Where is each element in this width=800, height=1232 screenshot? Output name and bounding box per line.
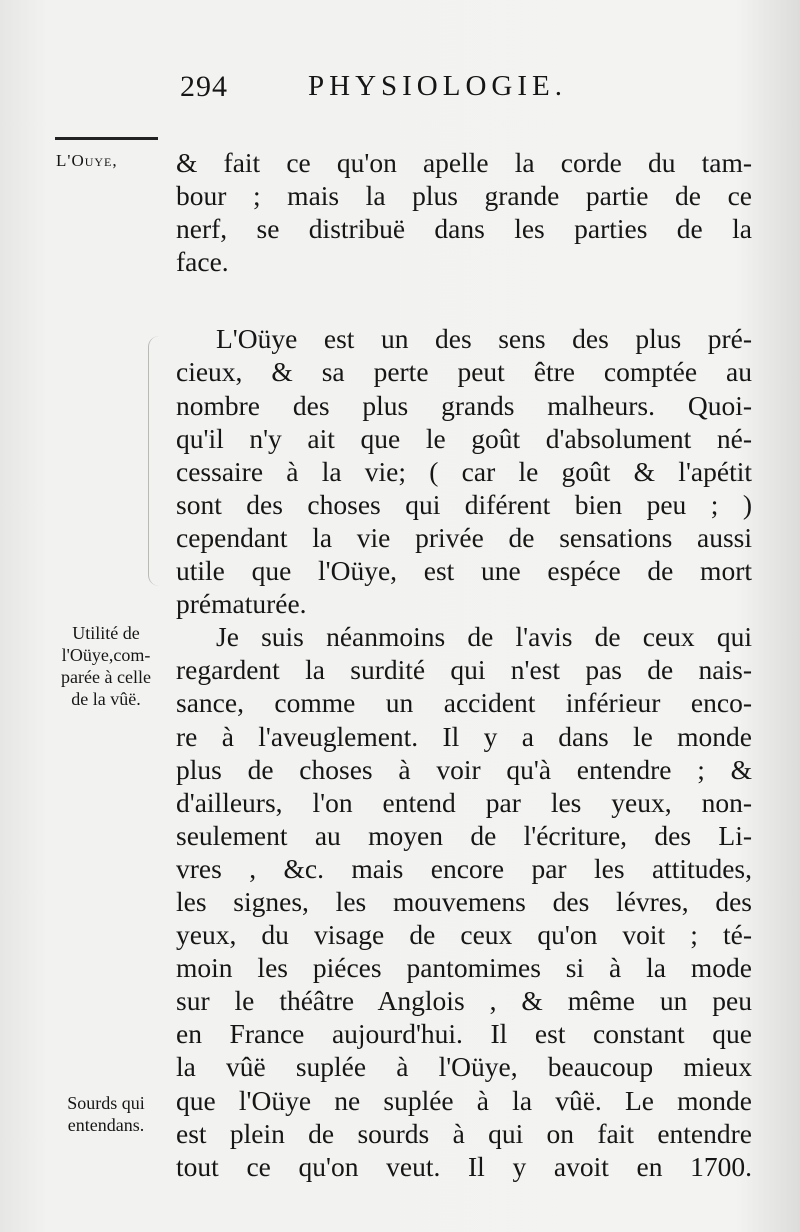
text-line: cessaire à la vie; ( car le goût & l'apétit xyxy=(176,455,752,487)
paragraph-3 xyxy=(176,620,752,1183)
text-line: cependant la vie privée de sensations aussi xyxy=(176,521,752,553)
text-line: cieux, & sa perte peut être comptée au xyxy=(176,356,752,388)
running-title: PHYSIOLOGIE. xyxy=(308,70,567,102)
margin-note-line: parée à celle xyxy=(61,667,151,687)
margin-note-sourds xyxy=(44,1092,168,1136)
text-line: L'Oüye est un des sens des plus pré- xyxy=(216,323,752,355)
text-line: sont des choses qui diférent bien peu ; ) xyxy=(176,488,752,520)
text-line: yeux, du visage de ceux qu'on voit ; té- xyxy=(176,919,752,951)
text-line: la vûë suplée à l'Oüye, beaucoup mieux xyxy=(176,1051,752,1083)
text-line: seulement au moyen de l'écriture, des Li- xyxy=(176,819,752,851)
paragraph-1 xyxy=(176,146,752,278)
text-line: nerf, se distribuë dans les parties de la xyxy=(176,213,752,245)
text-line: regardent la surdité qui n'est pas de nais- xyxy=(176,654,752,686)
text-line: & fait ce qu'on apelle la corde du tam- xyxy=(176,147,752,178)
margin-note-ouye: L'Ouye, xyxy=(56,151,118,170)
text-line: utile que l'Oüye, est une espéce de mort xyxy=(176,555,752,587)
text-line: moin les piéces pantomimes si à la mode xyxy=(176,952,752,984)
margin-note-line: Utilité de xyxy=(72,623,140,643)
text-line: est plein de sourds à qui on fait entendre xyxy=(176,1117,752,1149)
text-line: prématurée. xyxy=(176,588,307,620)
text-line: vres , &c. mais encore par les attitudes, xyxy=(176,852,752,884)
body-text xyxy=(176,146,752,1183)
page-number: 294 xyxy=(180,70,228,103)
text-line: nombre des plus grands malheurs. Quoi- xyxy=(176,389,752,421)
text-line: re à l'aveuglement. Il y a dans le monde xyxy=(176,720,752,752)
margin-note-line: l'Oüye,com- xyxy=(61,645,151,665)
text-line: face. xyxy=(176,246,229,278)
text-line: qu'il n'y ait que le goût d'absolument né- xyxy=(176,422,752,454)
text-line: en France aujourd'hui. Il est constant que xyxy=(176,1018,752,1050)
text-line: sance, comme un accident inférieur enco- xyxy=(176,687,752,719)
text-line: bour ; mais la plus grande partie de ce xyxy=(176,180,752,212)
text-line: que l'Oüye ne suplée à la vûë. Le monde xyxy=(176,1084,752,1116)
margin-note-line: Sourds qui xyxy=(67,1093,145,1113)
margin-note-line: de la vûë. xyxy=(71,689,141,709)
text-line: tout ce qu'on veut. Il y avoit en 1700. xyxy=(176,1150,752,1182)
margin-note-utilite xyxy=(44,622,168,710)
header-rule xyxy=(55,137,158,140)
paragraph-2 xyxy=(176,322,752,620)
margin-bracket xyxy=(148,336,159,586)
text-line: les signes, les mouvemens des lévres, des xyxy=(176,885,752,917)
text-line: sur le théâtre Anglois , & même un peu xyxy=(176,985,752,1017)
text-line: Je suis néanmoins de l'avis de ceux qui xyxy=(216,621,752,653)
paragraph-gap xyxy=(176,278,752,322)
text-line: plus de choses à voir qu'à entendre ; & xyxy=(176,753,752,785)
text-line: d'ailleurs, l'on entend par les yeux, non- xyxy=(176,786,752,818)
page-header xyxy=(180,70,700,114)
margin-note-line: entendans. xyxy=(67,1115,145,1135)
